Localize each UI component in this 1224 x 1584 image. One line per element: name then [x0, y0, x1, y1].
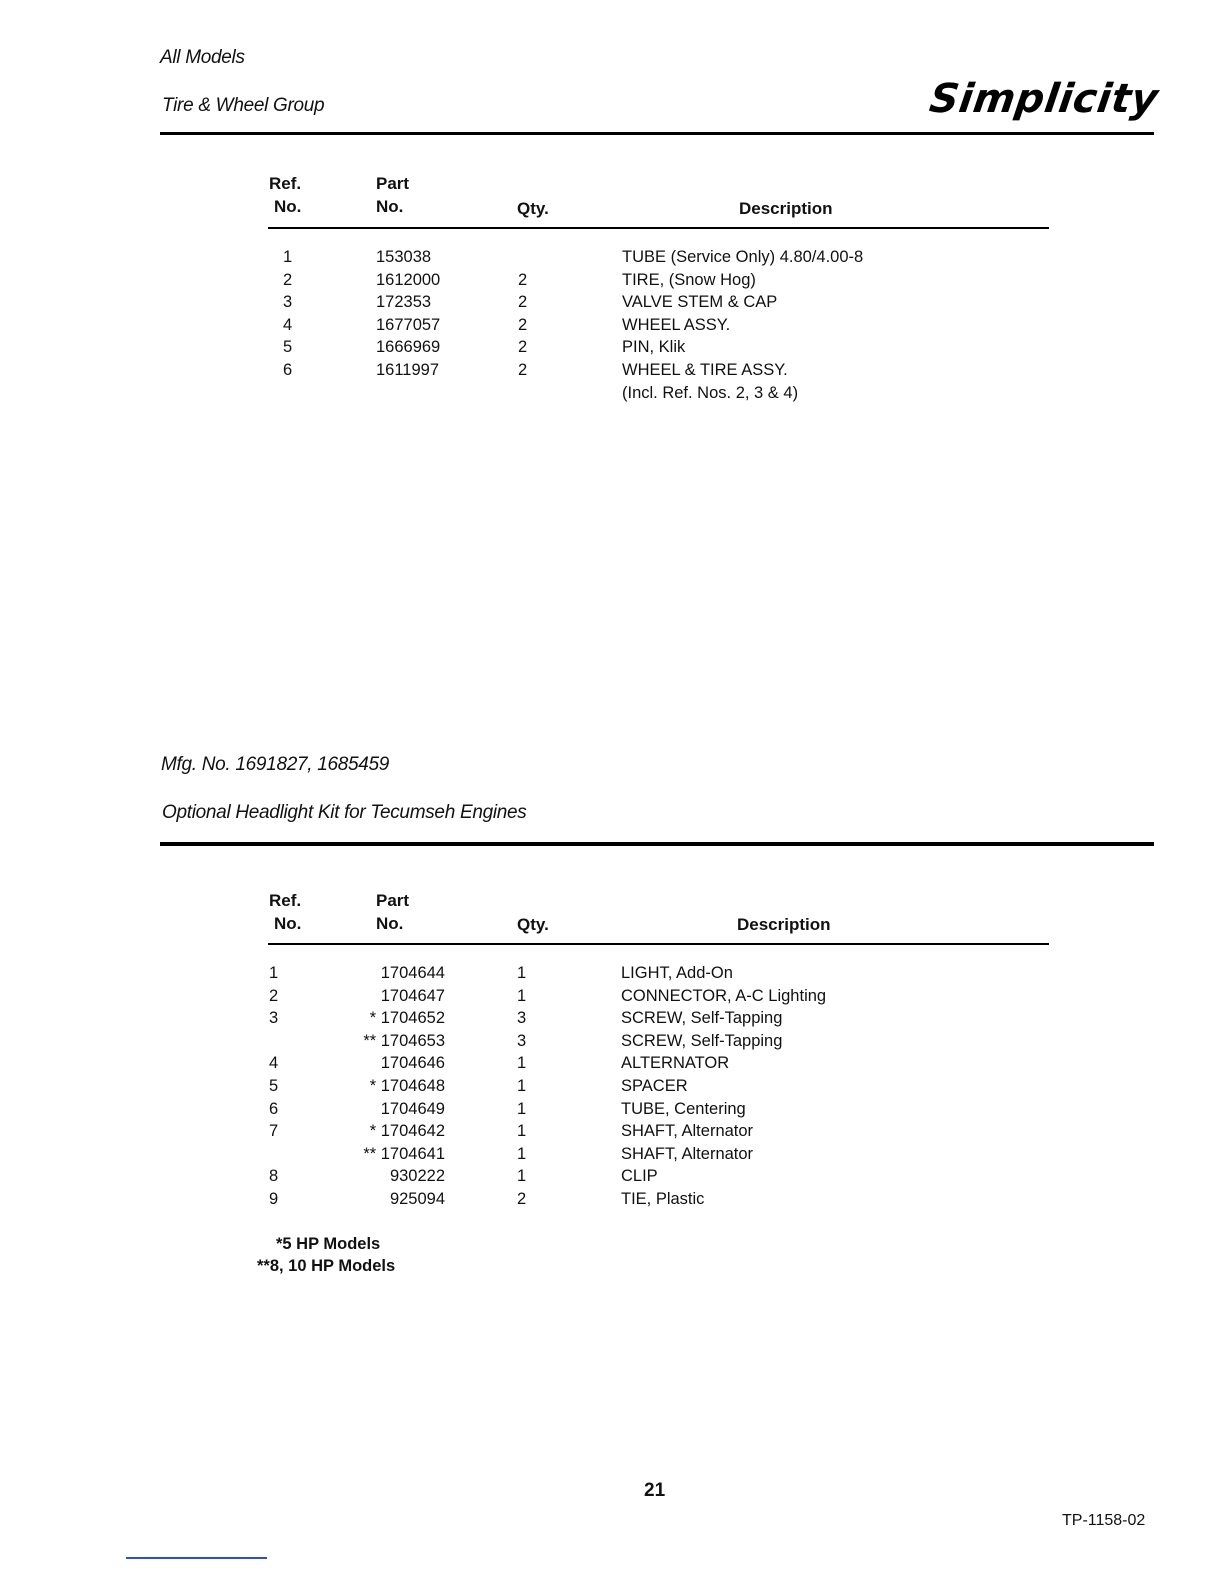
part-cell: 153038	[376, 248, 432, 266]
part-cell: 930222	[389, 1167, 445, 1186]
desc-cell: ALTERNATOR	[621, 1054, 730, 1073]
ref-cell: 7	[269, 1122, 279, 1141]
part-cell: * 1704648	[369, 1076, 445, 1095]
footnote-8-10hp: **8, 10 HP Models	[257, 1257, 396, 1275]
table-body	[0, 962, 1224, 1211]
table-body	[0, 246, 1224, 404]
table-header-rule	[268, 943, 1049, 945]
ref-cell: 3	[283, 293, 293, 312]
table-row	[0, 246, 1224, 269]
desc-cell: SHAFT, Alternator	[621, 1122, 754, 1141]
ref-cell: 9	[269, 1189, 279, 1208]
table-row	[0, 359, 1224, 382]
ref-cell: 4	[283, 315, 293, 334]
ref-cell: 8	[269, 1167, 279, 1186]
part-cell: ** 1704653	[363, 1031, 445, 1050]
table-row	[0, 1098, 1224, 1121]
col-description: Description	[737, 915, 831, 934]
col-qty: Qty.	[517, 199, 549, 218]
footnote-5hp: *5 HP Models	[276, 1235, 381, 1253]
section-rule	[160, 842, 1154, 846]
qty-cell: 2	[518, 270, 528, 289]
link-underline	[126, 1557, 267, 1559]
part-cell: 1611997	[376, 360, 440, 379]
desc-cell: WHEEL & TIRE ASSY.	[622, 360, 788, 379]
table-row	[0, 291, 1224, 314]
table-row	[0, 1007, 1224, 1030]
col-part-2: No.	[376, 197, 404, 216]
desc-cell: LIGHT, Add-On	[621, 964, 733, 982]
qty-cell: 3	[517, 1031, 527, 1050]
qty-cell: 1	[517, 1076, 527, 1095]
qty-cell: 1	[517, 1144, 527, 1163]
table-row	[0, 1143, 1224, 1166]
ref-cell: 1	[269, 964, 279, 982]
qty-cell: 1	[517, 964, 527, 982]
part-cell: ** 1704641	[363, 1144, 445, 1163]
header-rule	[160, 132, 1154, 135]
table-row	[0, 269, 1224, 292]
qty-cell: 1	[517, 1099, 527, 1118]
document-id: TP-1158-02	[1062, 1512, 1146, 1529]
desc-cell: CLIP	[621, 1167, 658, 1186]
mfg-number: Mfg. No. 1691827, 1685459	[161, 754, 390, 775]
ref-cell: 4	[269, 1054, 279, 1073]
part-cell: 1704646	[380, 1054, 445, 1073]
qty-cell: 1	[517, 986, 527, 1005]
desc-cell: PIN, Klik	[622, 338, 686, 357]
ref-cell: 6	[283, 360, 293, 379]
desc-cell: WHEEL ASSY.	[622, 315, 731, 334]
table-header-rule	[268, 227, 1049, 229]
part-cell: 1677057	[376, 315, 441, 334]
desc-cell: (Incl. Ref. Nos. 2, 3 & 4)	[622, 383, 799, 402]
ref-cell: 5	[269, 1076, 279, 1095]
table-row	[0, 985, 1224, 1008]
desc-cell: SCREW, Self-Tapping	[621, 1009, 783, 1028]
desc-cell: TUBE, Centering	[621, 1099, 746, 1118]
part-cell: * 1704652	[369, 1009, 445, 1028]
col-part-2: No.	[376, 914, 404, 933]
desc-cell: TIRE, (Snow Hog)	[622, 270, 756, 289]
table-row	[0, 1052, 1224, 1075]
col-part-1: Part	[376, 891, 410, 910]
col-description: Description	[739, 199, 833, 218]
part-cell: 1666969	[376, 338, 441, 357]
col-ref-2: No.	[274, 914, 302, 933]
qty-cell: 2	[518, 360, 528, 379]
models-label: All Models	[160, 47, 245, 68]
table-row	[0, 1075, 1224, 1098]
part-cell: 1704644	[380, 964, 445, 982]
part-cell: 1612000	[376, 270, 441, 289]
part-cell: 1704647	[380, 986, 445, 1005]
brand-logo: Simplicity	[926, 76, 1162, 122]
table-row	[0, 1188, 1224, 1211]
section-title: Optional Headlight Kit for Tecumseh Engines	[162, 802, 527, 823]
ref-cell: 2	[283, 270, 293, 289]
desc-cell: VALVE STEM & CAP	[622, 293, 778, 312]
part-cell: 1704649	[380, 1099, 445, 1118]
group-title: Tire & Wheel Group	[162, 95, 325, 116]
qty-cell: 3	[517, 1009, 527, 1028]
qty-cell: 2	[517, 1189, 527, 1208]
desc-cell: CONNECTOR, A-C Lighting	[621, 986, 827, 1005]
table-row	[0, 336, 1224, 359]
col-qty: Qty.	[517, 915, 549, 934]
qty-cell: 2	[518, 293, 528, 312]
desc-cell: SPACER	[621, 1076, 688, 1095]
part-cell: 172353	[376, 293, 432, 312]
table-row	[0, 1030, 1224, 1053]
ref-cell: 3	[269, 1009, 279, 1028]
desc-cell: SHAFT, Alternator	[621, 1144, 754, 1163]
table-row	[0, 382, 1224, 405]
qty-cell: 2	[518, 315, 528, 334]
qty-cell: 1	[517, 1122, 527, 1141]
page-number: 21	[644, 1480, 666, 1501]
part-cell: 925094	[389, 1189, 445, 1208]
ref-cell: 5	[283, 338, 293, 357]
table-row	[0, 314, 1224, 337]
table-row	[0, 962, 1224, 985]
qty-cell: 1	[517, 1167, 527, 1186]
col-ref-1: Ref.	[269, 174, 302, 193]
col-part-1: Part	[376, 174, 410, 193]
qty-cell: 1	[517, 1054, 527, 1073]
desc-cell: SCREW, Self-Tapping	[621, 1031, 783, 1050]
table-row	[0, 1120, 1224, 1143]
col-ref-2: No.	[274, 197, 302, 216]
ref-cell: 2	[269, 986, 279, 1005]
qty-cell: 2	[518, 338, 528, 357]
desc-cell: TUBE (Service Only) 4.80/4.00-8	[622, 248, 864, 266]
ref-cell: 6	[269, 1099, 279, 1118]
ref-cell: 1	[283, 248, 293, 266]
col-ref-1: Ref.	[269, 891, 302, 910]
table-row	[0, 1165, 1224, 1188]
part-cell: * 1704642	[369, 1122, 445, 1141]
desc-cell: TIE, Plastic	[621, 1189, 705, 1208]
